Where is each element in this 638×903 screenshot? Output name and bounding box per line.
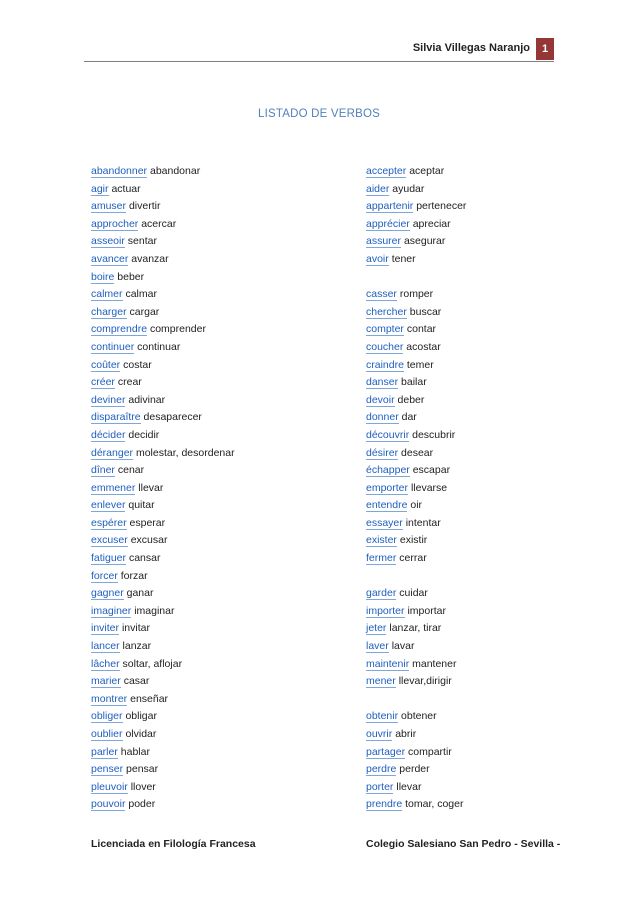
french-verb-link[interactable]: créer xyxy=(91,376,115,389)
verb-row xyxy=(366,603,566,621)
verb-row xyxy=(366,216,566,234)
french-verb-link[interactable]: avoir xyxy=(366,252,389,265)
verb-row xyxy=(91,532,351,550)
verb-row xyxy=(91,673,351,691)
spanish-translation: pensar xyxy=(126,763,159,776)
spanish-translation: desaparecer xyxy=(143,411,202,424)
spanish-translation: cuidar xyxy=(399,587,428,600)
spanish-translation: ayudar xyxy=(392,182,425,195)
spanish-translation: esperar xyxy=(129,516,166,529)
french-verb-link[interactable]: découvrir xyxy=(366,428,410,441)
verb-row xyxy=(366,691,566,709)
verb-row xyxy=(366,497,566,515)
verb-row xyxy=(366,638,566,656)
verb-row xyxy=(91,374,351,392)
verb-row xyxy=(366,286,566,304)
french-verb-link[interactable]: coucher xyxy=(366,340,404,353)
spanish-translation: descubrir xyxy=(412,428,456,441)
footer-left-text: Licenciada en Filología Francesa xyxy=(91,838,256,850)
verb-row xyxy=(366,339,566,357)
french-verb-link[interactable]: gagner xyxy=(91,587,124,600)
spanish-translation: calmar xyxy=(125,288,157,301)
spanish-translation: llevar xyxy=(396,780,422,793)
spanish-translation: intentar xyxy=(405,516,441,529)
french-verb-link[interactable]: mener xyxy=(366,675,396,688)
french-verb-link[interactable]: jeter xyxy=(366,622,387,635)
french-verb-link[interactable]: continuer xyxy=(91,340,135,353)
french-verb-link[interactable]: abandonner xyxy=(91,165,148,177)
french-verb-link[interactable]: essayer xyxy=(366,516,403,529)
french-verb-link[interactable]: donner xyxy=(366,411,399,424)
french-verb-link[interactable]: chercher xyxy=(366,305,407,318)
header-divider xyxy=(84,61,554,62)
verb-row xyxy=(366,427,566,445)
french-verb-link[interactable]: ouvrir xyxy=(366,728,393,740)
verb-row xyxy=(366,673,566,691)
spanish-translation: escapar xyxy=(412,464,451,477)
spanish-translation: actuar xyxy=(111,182,141,195)
verb-row xyxy=(366,374,566,392)
verb-row xyxy=(366,656,566,674)
french-verb-link[interactable]: lâcher xyxy=(91,657,120,670)
verb-row xyxy=(91,163,351,181)
verb-row xyxy=(91,251,351,269)
verb-row xyxy=(91,357,351,375)
french-verb-link[interactable]: penser xyxy=(91,763,124,776)
spanish-translation: acostar xyxy=(406,340,441,353)
verb-row xyxy=(366,796,566,814)
verb-row xyxy=(91,269,351,287)
french-verb-link[interactable]: marier xyxy=(91,675,121,688)
spanish-translation: bailar xyxy=(401,376,427,389)
verb-row xyxy=(366,392,566,410)
spanish-translation: existir xyxy=(399,534,428,547)
verb-row xyxy=(91,656,351,674)
spanish-translation: olvidar xyxy=(125,728,157,740)
french-verb-link[interactable]: échapper xyxy=(366,464,410,477)
spanish-translation: lanzar, tirar xyxy=(389,622,442,635)
spanish-translation: cansar xyxy=(128,552,161,565)
verb-row xyxy=(366,761,566,779)
spanish-translation: importar xyxy=(407,604,446,617)
french-verb-link[interactable]: emmener xyxy=(91,481,136,494)
french-verb-link[interactable]: appartenir xyxy=(366,200,414,213)
right-verb-column xyxy=(366,163,566,814)
verb-row xyxy=(366,321,566,339)
french-verb-link[interactable]: excuser xyxy=(91,534,128,547)
spanish-translation: hablar xyxy=(120,745,150,758)
verb-row xyxy=(91,744,351,762)
spanish-translation: mantener xyxy=(412,657,457,670)
french-verb-link[interactable]: apprécier xyxy=(366,217,410,230)
spanish-translation: costar xyxy=(123,358,152,371)
french-verb-link[interactable]: fermer xyxy=(366,552,397,565)
french-verb-link[interactable]: emporter xyxy=(366,481,409,494)
french-verb-link[interactable]: espérer xyxy=(91,516,127,529)
spanish-translation: soltar, aflojar xyxy=(122,657,183,670)
verb-row xyxy=(366,744,566,762)
page-title: LISTADO DE VERBOS xyxy=(257,108,381,120)
spanish-translation: llover xyxy=(130,780,156,793)
french-verb-link[interactable]: oublier xyxy=(91,728,123,740)
verb-row xyxy=(91,480,351,498)
spanish-translation: perder xyxy=(399,763,430,776)
verb-row xyxy=(366,585,566,603)
spanish-translation: temer xyxy=(406,358,434,371)
spanish-translation: enseñar xyxy=(130,692,169,705)
french-verb-link[interactable]: exister xyxy=(366,534,397,547)
verb-row xyxy=(91,796,351,814)
verb-row xyxy=(91,515,351,533)
page-number-badge: 1 xyxy=(536,38,554,60)
verb-row xyxy=(366,357,566,375)
french-verb-link[interactable]: approcher xyxy=(91,217,139,230)
french-verb-link[interactable]: porter xyxy=(366,780,394,793)
spanish-translation: cenar xyxy=(117,464,145,477)
spanish-translation: cargar xyxy=(129,305,160,318)
verb-row xyxy=(91,392,351,410)
spanish-translation: apreciar xyxy=(412,217,451,230)
spanish-translation: crear xyxy=(117,376,142,389)
spanish-translation: forzar xyxy=(120,569,148,582)
french-verb-link[interactable]: accepter xyxy=(366,165,407,177)
french-verb-link[interactable]: amuser xyxy=(91,200,127,213)
french-verb-link[interactable]: boire xyxy=(91,270,115,283)
spanish-translation: beber xyxy=(117,270,145,283)
verb-row xyxy=(366,181,566,199)
verb-row xyxy=(91,568,351,586)
spanish-translation: divertir xyxy=(128,200,161,213)
french-verb-link[interactable]: charger xyxy=(91,305,127,318)
french-verb-link[interactable]: déranger xyxy=(91,446,134,459)
verb-row xyxy=(366,409,566,427)
french-verb-link[interactable]: dîner xyxy=(91,464,115,477)
french-verb-link[interactable]: compter xyxy=(366,323,404,336)
french-verb-link[interactable]: imaginer xyxy=(91,604,132,617)
spanish-translation: llevar,dirigir xyxy=(398,675,452,688)
verb-row xyxy=(91,761,351,779)
french-verb-link[interactable]: lancer xyxy=(91,640,120,653)
verb-row xyxy=(366,620,566,638)
verb-row xyxy=(91,198,351,216)
spanish-translation: llevarse xyxy=(410,481,448,494)
spanish-translation: abandonar xyxy=(149,165,201,177)
french-verb-link[interactable]: partager xyxy=(366,745,406,758)
verb-row xyxy=(366,550,566,568)
french-verb-link[interactable]: obliger xyxy=(91,710,123,723)
french-verb-link[interactable]: aider xyxy=(366,182,390,195)
french-verb-link[interactable]: asseoir xyxy=(91,235,125,248)
french-verb-link[interactable]: danser xyxy=(366,376,399,389)
spanish-translation: tomar, coger xyxy=(405,798,464,811)
french-verb-link[interactable]: inviter xyxy=(91,622,120,635)
french-verb-link[interactable]: assurer xyxy=(366,235,402,248)
verb-row xyxy=(366,462,566,480)
spanish-translation: buscar xyxy=(409,305,442,318)
spanish-translation: ganar xyxy=(126,587,154,600)
verb-row xyxy=(366,163,566,181)
spanish-translation: deber xyxy=(397,393,425,406)
page-header xyxy=(84,38,554,62)
verb-row xyxy=(91,216,351,234)
verb-row xyxy=(366,198,566,216)
french-verb-link[interactable]: importer xyxy=(366,604,405,617)
verb-row xyxy=(366,251,566,269)
french-verb-link[interactable]: craindre xyxy=(366,358,404,371)
french-verb-link[interactable]: casser xyxy=(366,288,397,301)
verb-row xyxy=(91,497,351,515)
footer-right-text: Colegio Salesiano San Pedro - Sevilla - xyxy=(366,838,561,850)
verb-row xyxy=(91,620,351,638)
french-verb-link[interactable]: fatiguer xyxy=(91,552,127,565)
verb-row xyxy=(91,321,351,339)
spanish-translation: acercar xyxy=(141,217,177,230)
verb-row xyxy=(91,286,351,304)
left-verb-column xyxy=(91,163,351,814)
spanish-translation: adivinar xyxy=(128,393,166,406)
spanish-translation: molestar, desordenar xyxy=(135,446,235,459)
verb-row xyxy=(91,779,351,797)
spanish-translation: invitar xyxy=(121,622,150,635)
verb-row xyxy=(366,304,566,322)
spanish-translation: abrir xyxy=(395,728,417,740)
french-verb-link[interactable]: disparaître xyxy=(91,411,141,424)
verb-row xyxy=(91,462,351,480)
verb-row xyxy=(366,233,566,251)
verb-row xyxy=(91,427,351,445)
verb-row xyxy=(91,708,351,726)
verb-row xyxy=(91,233,351,251)
french-verb-link[interactable]: calmer xyxy=(91,288,123,301)
spanish-translation: casar xyxy=(123,675,150,688)
verb-row xyxy=(91,603,351,621)
spanish-translation: continuar xyxy=(137,340,181,353)
spanish-translation: oir xyxy=(410,499,423,512)
verb-row xyxy=(91,339,351,357)
french-verb-link[interactable]: pleuvoir xyxy=(91,780,128,793)
spanish-translation: tener xyxy=(391,252,416,265)
spanish-translation: avanzar xyxy=(131,252,169,265)
french-verb-link[interactable]: garder xyxy=(366,587,397,600)
verb-row xyxy=(91,304,351,322)
spanish-translation: obligar xyxy=(125,710,157,723)
french-verb-link[interactable]: obtenir xyxy=(366,710,399,723)
verb-row xyxy=(91,409,351,427)
french-verb-link[interactable]: entendre xyxy=(366,499,408,512)
spanish-translation: contar xyxy=(406,323,437,336)
spanish-translation: cerrar xyxy=(399,552,427,565)
spanish-translation: comprender xyxy=(149,323,206,336)
verb-row xyxy=(91,638,351,656)
spanish-translation: lavar xyxy=(391,640,415,653)
french-verb-link[interactable]: comprendre xyxy=(91,323,148,336)
french-verb-link[interactable]: perdre xyxy=(366,763,397,776)
french-verb-link[interactable]: forcer xyxy=(91,569,118,582)
french-verb-link[interactable]: enlever xyxy=(91,499,126,512)
french-verb-link[interactable]: maintenir xyxy=(366,657,410,670)
french-verb-link[interactable]: devoir xyxy=(366,393,395,406)
verb-row xyxy=(366,480,566,498)
french-verb-link[interactable]: décider xyxy=(91,428,126,441)
spanish-translation: asegurar xyxy=(403,235,446,248)
spanish-translation: decidir xyxy=(128,428,160,441)
spanish-translation: aceptar xyxy=(409,165,445,177)
verb-row xyxy=(91,585,351,603)
verb-row xyxy=(366,779,566,797)
french-verb-link[interactable]: désirer xyxy=(366,446,399,459)
spanish-translation: desear xyxy=(401,446,434,459)
spanish-translation: compartir xyxy=(408,745,452,758)
verb-row xyxy=(366,269,566,287)
french-verb-link[interactable]: prendre xyxy=(366,798,403,811)
verb-row xyxy=(91,550,351,568)
verb-row xyxy=(366,445,566,463)
verb-row xyxy=(91,445,351,463)
verb-row xyxy=(91,726,351,744)
spanish-translation: poder xyxy=(128,798,156,811)
verb-row xyxy=(91,181,351,199)
spanish-translation: dar xyxy=(401,411,417,424)
spanish-translation: sentar xyxy=(127,235,157,248)
french-verb-link[interactable]: pouvoir xyxy=(91,798,126,811)
french-verb-link[interactable]: coûter xyxy=(91,358,121,371)
french-verb-link[interactable]: laver xyxy=(366,640,389,653)
verb-row xyxy=(366,515,566,533)
spanish-translation: imaginar xyxy=(134,604,175,617)
author-name: Silvia Villegas Naranjo xyxy=(412,42,530,54)
spanish-translation: excusar xyxy=(130,534,168,547)
verb-row xyxy=(366,726,566,744)
spanish-translation: lanzar xyxy=(122,640,152,653)
verb-row xyxy=(366,532,566,550)
verb-row xyxy=(366,708,566,726)
french-verb-link[interactable]: avancer xyxy=(91,252,129,265)
french-verb-link[interactable]: deviner xyxy=(91,393,126,406)
verb-row xyxy=(91,691,351,709)
french-verb-link[interactable]: agir xyxy=(91,182,109,195)
french-verb-link[interactable]: montrer xyxy=(91,692,128,705)
spanish-translation: llevar xyxy=(138,481,164,494)
spanish-translation: obtener xyxy=(401,710,437,723)
french-verb-link[interactable]: parler xyxy=(91,745,118,758)
spanish-translation: romper xyxy=(399,288,434,301)
spanish-translation: pertenecer xyxy=(416,200,467,213)
spanish-translation: quitar xyxy=(128,499,155,512)
verb-row xyxy=(366,568,566,586)
